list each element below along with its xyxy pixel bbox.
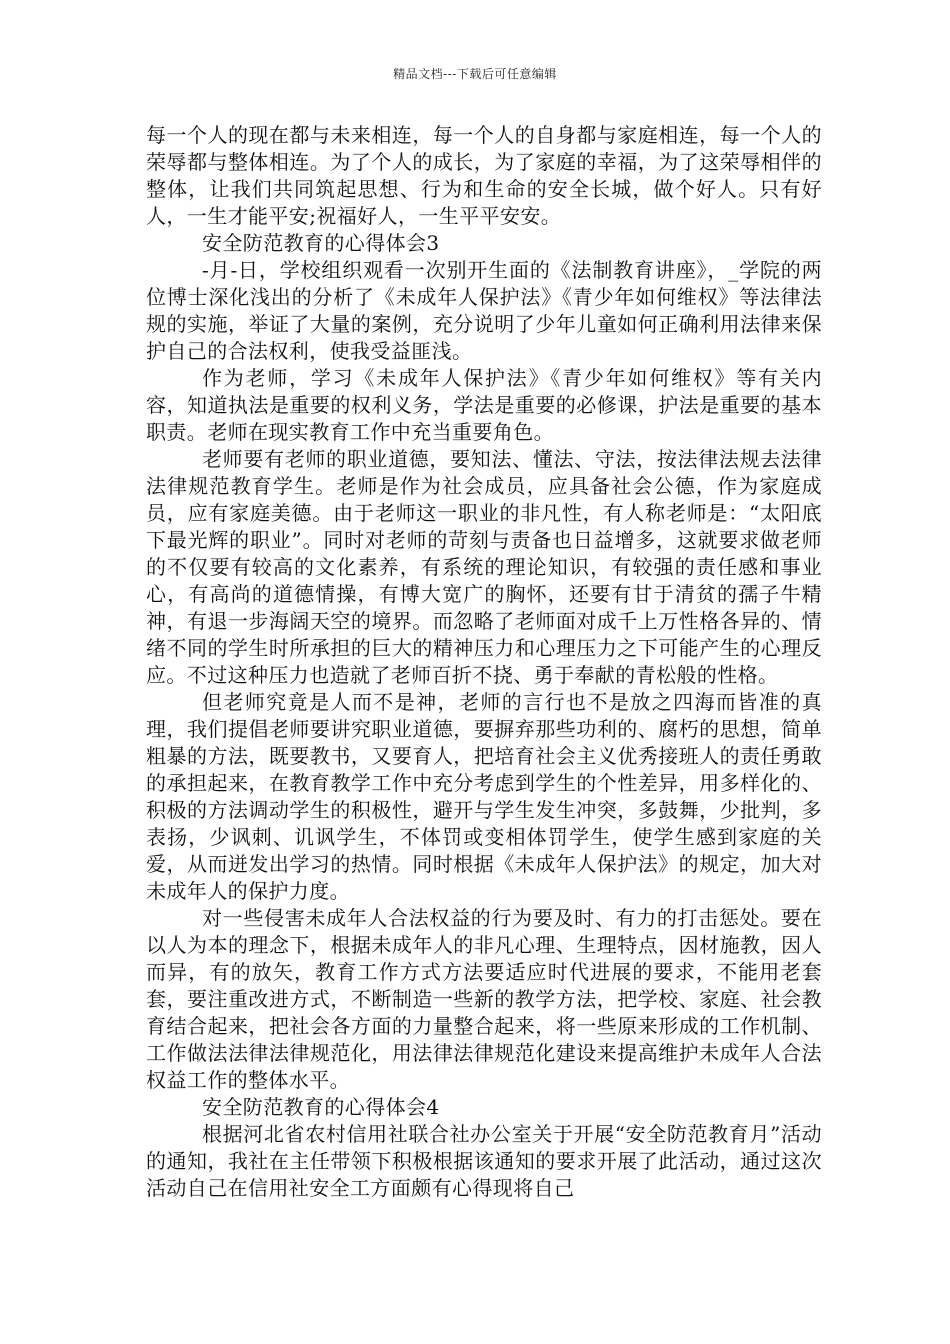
paragraph: 根据河北省农村信用社联合社办公室关于开展“安全防范教育月”活动的通知，我社在主任带领下积极根据该通知的要求开展了此活动，通过这次活动自己在信用社安全工方面颇有心得现将自己 xyxy=(146,1122,822,1200)
paragraph: 作为老师，学习《未成年人保护法》《青少年如何维权》等有关内容，知道执法是重要的权利义务，学法是重要的必修课，护法是重要的基本职责。老师在现实教育工作中充当重要角色。 xyxy=(146,366,822,444)
paragraph: 对一些侵害未成年人合法权益的行为要及时、有力的打击惩处。要在以人为本的理念下，根据未成年人的非凡心理、生理特点，因材施教，因人而异，有的放矢，教育工作方式方法要适应时代进展的要求，不能用老套套，要注重改进方式，不断制造一些新的教学方法，把学校、家庭、社会教育结合起来，把社会各方面的力量整合起来，将一些原来形成的工作机制、工作做法法律法律规范化，用法律法律规范化建设来提高维护未成年人合法权益工作的整体水平。 xyxy=(146,906,822,1092)
section-heading-4: 安全防范教育的心得体会4 xyxy=(202,1095,440,1119)
paragraph: -月-日，学校组织观看一次别开生面的《法制教育讲座》，_学院的两位博士深化浅出的分析了《未成年人保护法》《青少年如何维权》等法律法规的实施，举证了大量的案例，充分说明了少年儿童如何正确利用法律来保护自己的合法权利，使我受益匪浅。 xyxy=(146,258,822,363)
paragraph: 但老师究竟是人而不是神，老师的言行也不是放之四海而皆准的真理，我们提倡老师要讲究职业道德，要摒弃那些功利的、腐朽的思想，简单粗暴的方法，既要教书，又要育人，把培育社会主义优秀接班人的责任勇敢的承担起来，在教育教学工作中充分考虑到学生的个性差异，用多样化的、积极的方法调动学生的积极性，避开与学生发生冲突，多鼓舞，少批判，多表扬，少讽刺、讥讽学生，不体罚或变相体罚学生，使学生感到家庭的关爱，从而迸发出学习的热情。同时根据《未成年人保护法》的规定，加大对未成年人的保护力度。 xyxy=(146,690,822,903)
document-body xyxy=(146,122,822,1202)
paragraph: 老师要有老师的职业道德，要知法、懂法、守法，按法律法规去法律法律规范教育学生。老师是作为社会成员，应具备社会公德，作为家庭成员，应有家庭美德。由于老师这一职业的非凡性，有人称老师是：“太阳底下最光辉的职业”。同时对老师的苛刻与责备也日益增多，这就要求做老师的不仅要有较高的文化素养，有系统的理论知识，有较强的责任感和事业心，有高尚的道德情操，有博大宽广的胸怀，还要有甘于清贫的孺子牛精神，有退一步海阔天空的境界。而忽略了老师面对成千上万性格各异的、情绪不同的学生时所承担的巨大的精神压力和心理压力之下可能产生的心理反应。不过这种压力也造就了老师百折不挠、勇于奉献的青松般的性格。 xyxy=(146,447,822,687)
paragraph-intro: 每一个人的现在都与未来相连，每一个人的自身都与家庭相连，每一个人的荣辱都与整体相连。为了个人的成长，为了家庭的幸福，为了这荣辱相伴的整体，让我们共同筑起思想、行为和生命的安全长城，做个好人。只有好人，一生才能平安;祝福好人，一生平平安安。 xyxy=(146,123,822,228)
page-header: 精品文档---下载后可任意编辑 xyxy=(393,67,557,81)
section-heading-3: 安全防范教育的心得体会3 xyxy=(202,231,440,255)
